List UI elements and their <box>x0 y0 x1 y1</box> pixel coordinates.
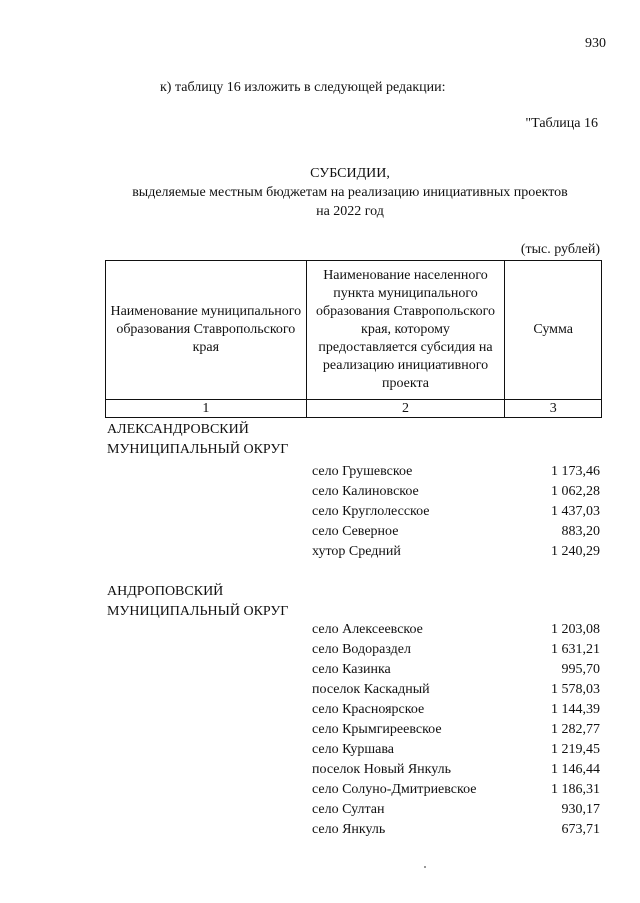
amount-value: 1 146,44 <box>551 762 600 777</box>
amount-value: 1 578,03 <box>551 682 600 697</box>
amount-value: 1 240,29 <box>551 544 600 559</box>
intro-text: к) таблицу 16 изложить в следующей редакции: <box>160 80 446 95</box>
settlement-name: село Солуно-Дмитриевское <box>312 782 477 797</box>
table-label: "Таблица 16 <box>525 116 598 131</box>
settlement-name: поселок Каскадный <box>312 682 430 697</box>
district-name-line-1: АНДРОПОВСКИЙ <box>107 584 224 599</box>
column-number-1: 1 <box>106 400 307 418</box>
column-number-3: 3 <box>505 400 602 418</box>
settlement-name: село Грушевское <box>312 464 413 479</box>
settlement-name: село Куршава <box>312 742 395 757</box>
settlement-name: село Казинка <box>312 662 391 677</box>
amount-value: 673,71 <box>561 822 600 837</box>
settlement-name: село Султан <box>312 802 385 817</box>
settlement-name: село Калиновское <box>312 484 419 499</box>
amount-value: 1 173,46 <box>551 464 600 479</box>
amount-value: 1 219,45 <box>551 742 600 757</box>
settlement-name: село Крымгиреевское <box>312 722 442 737</box>
settlement-name: село Круглолесское <box>312 504 430 519</box>
page-number: 930 <box>585 36 606 51</box>
column-number-row <box>106 400 602 418</box>
amount-value: 930,17 <box>561 802 600 817</box>
header-row <box>106 261 602 400</box>
amount-value: 1 144,39 <box>551 702 600 717</box>
table-header <box>105 260 602 418</box>
amount-value: 995,70 <box>561 662 600 677</box>
amount-value: 1 203,08 <box>551 622 600 637</box>
title-line-3: на 2022 год <box>316 204 384 219</box>
settlement-name: село Северное <box>312 524 399 539</box>
units-label: (тыс. рублей) <box>520 242 600 257</box>
amount-value: 883,20 <box>561 524 600 539</box>
amount-value: 1 186,31 <box>551 782 600 797</box>
title-line-1: СУБСИДИИ, <box>310 166 390 181</box>
scan-speck <box>424 866 426 868</box>
title-line-2: выделяемые местным бюджетам на реализацию инициативных проектов <box>132 185 568 200</box>
district-name <box>107 420 288 460</box>
amount-value: 1 062,28 <box>551 484 600 499</box>
settlement-name: село Красноярское <box>312 702 425 717</box>
district-name-line-2: МУНИЦИПАЛЬНЫЙ ОКРУГ <box>107 442 289 457</box>
amount-value: 1 282,77 <box>551 722 600 737</box>
amount-value: 1 437,03 <box>551 504 600 519</box>
district-name-line-1: АЛЕКСАНДРОВСКИЙ <box>107 422 249 437</box>
header-municipality: Наименование муниципального образования Ставропольского края <box>106 261 307 400</box>
settlement-name: поселок Новый Янкуль <box>312 762 452 777</box>
district-name <box>107 582 288 622</box>
header-settlement: Наименование населенного пункта муниципального образования Ставропольского края, которому предоставляется субсидия на реализацию инициативного проекта <box>306 261 505 400</box>
settlement-name: село Алексеевское <box>312 622 423 637</box>
amount-value: 1 631,21 <box>551 642 600 657</box>
column-number-2: 2 <box>306 400 505 418</box>
district-name-line-2: МУНИЦИПАЛЬНЫЙ ОКРУГ <box>107 604 289 619</box>
settlement-name: село Водораздел <box>312 642 411 657</box>
document-title <box>100 164 600 221</box>
settlement-name: село Янкуль <box>312 822 386 837</box>
settlement-name: хутор Средний <box>312 544 401 559</box>
header-amount: Сумма <box>505 261 602 400</box>
